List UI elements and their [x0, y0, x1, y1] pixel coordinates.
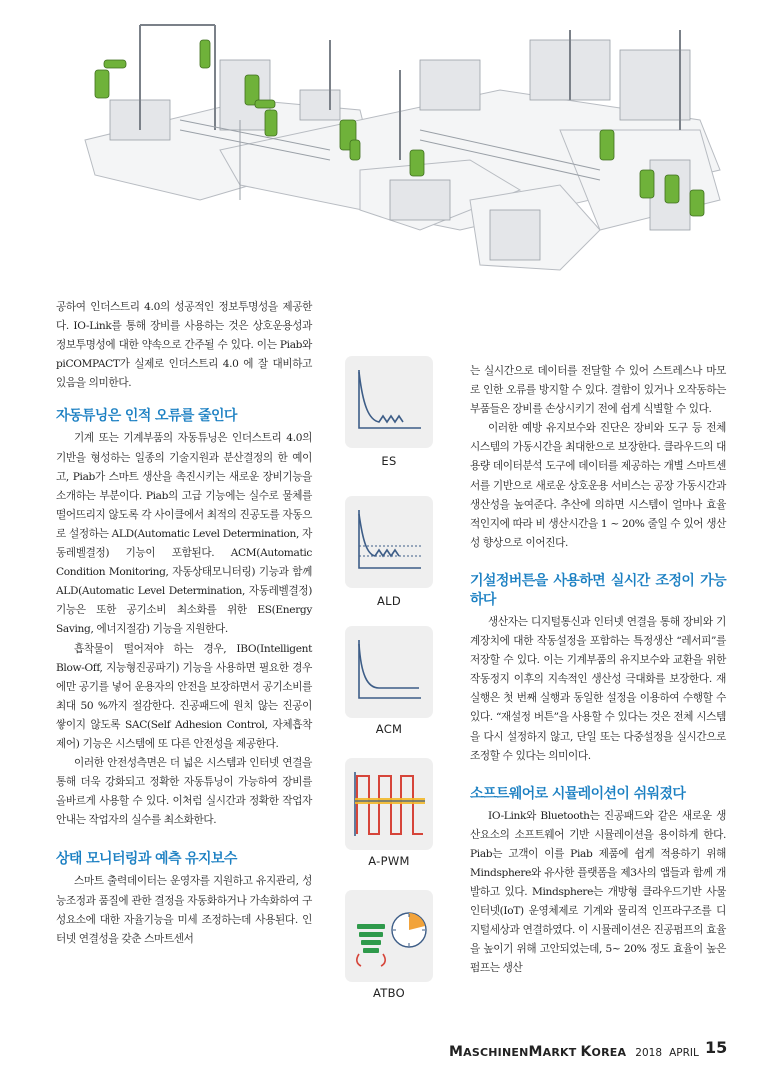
- ald-icon-card: [345, 496, 433, 588]
- recipe-paragraph: 생산자는 디지털통신과 인터넷 연결을 통해 장비와 기계장치에 대한 작동설정을 포함하는 특정생산 “레서피”를 저장할 수 있다. 이는 기계부품의 유지보수와 교환을 위한 작동정지 이후의 지속적인 생산성 극대화를 보장한다. 재실행은 첫 번째 실행과 동일한 설정을 이용하여 수행할 수 있다. “재설정 버튼”을 사용할 수 있다는 것은 전체 시스템을 다시 설정하지 않고, 단일 또는 다중설정을 실시간으로 조정할 수 있다는 의미이다.: [470, 615, 726, 762]
- atbo-icon-card: [345, 890, 433, 982]
- ald-label: ALD: [376, 594, 402, 608]
- auto-tuning-paragraph: 기계 또는 기계부품의 자동튜닝은 인더스트리 4.0의 기반을 형성하는 일종의 기술지원과 분산결정의 한 예이고, Piab가 스마트 생산을 촉진시키는 새로운 장비기능을 소개하는 부분이다. Piab의 고급 기능에는 실수로 물체를 떨어뜨리지 않도록 각 사이클에서 최적의 진공도를 자동으로 설정하는 ALD(Automatic Level Determination, 자동레벨결정) 기능이 포함된다. ACM(Automatic Condition Monitoring, 자동상태모니터링) 기능과 함께 ALD(Automatic Level Determination, 자동레벨결정) 기능은 또한 공기소비 최소화를 위한 ES(Energy Saving, 에너지절감) 기능을 지원한다.: [56, 432, 312, 636]
- page-number: 15: [705, 1038, 728, 1057]
- energy-saving-curve-icon: [345, 356, 433, 448]
- section-heading-condition-monitoring: 상태 모니터링과 예측 유지보수: [56, 851, 237, 868]
- es-icon-card: [345, 356, 433, 448]
- simulation-paragraph: IO-Link와 Bluetooth는 진공패드와 같은 새로운 생산요소의 소프트웨어 기반 시뮬레이션을 용이하게 한다. Piab는 고객이 이를 Piab 제품에 쉽게 적용하기 위해 Mindsphere와 유사한 플랫폼을 제3사의 앱들과 함께 개발하고 있다. Mindsphere는 개방형 클라우드기반 사물인터넷(IoT) 운영체제로 기계와 물리적 인프라구조를 디지털세상과 연결하였다. 이 시뮬레이션은 진공펌프의 효율을 높이기 위해 고안되었는데, 5~ 20% 정도 효율이 높은 펌프는 생산: [470, 809, 726, 975]
- left-text-column: [56, 298, 312, 949]
- section-heading-simulation: 소프트웨어로 시뮬레이션이 쉬워졌다: [470, 785, 686, 802]
- condition-monitoring-paragraph: 스마트 출력데이터는 운영자를 지원하고 유지관리, 성능조정과 품질에 관한 결정을 자동화하거나 가속화하여 구성요소에 대한 자율기능을 미세 조정하는데 사용된다. 인터넷 연결성을 갖춘 스마트센서: [56, 875, 312, 945]
- issue-year: 2018: [635, 1047, 663, 1059]
- intro-paragraph: 공하여 인더스트리 4.0의 성공적인 정보투명성을 제공한다. IO-Link를 통해 장비를 사용하는 것은 상호운용성과 정보투명성에 대한 약속으로 간주될 수 있다. 이는 Piab와 piCOMPACT가 실제로 인더스트리 4.0 에 잘 대비하고 있음을 의미한다.: [56, 301, 312, 390]
- safety-paragraph: 이러한 안전성측면은 더 넓은 시스템과 인터넷 연결을 통해 더욱 강화되고 정확한 자동튜닝이 가능하여 장비를 올바르게 사용할 수 있다. 이처럼 실시간과 정확한 작업자 안내는 작업자의 실수를 최소화한다.: [56, 757, 312, 827]
- ibo-paragraph: 흡착물이 떨어져야 하는 경우, IBO(Intelligent Blow-Off, 지능형진공파기) 기능을 사용하면 필요한 경우에만 공기를 넣어 운용자의 안전을 보장하면서 공기소비를 최대 50 %까지 절감한다. 진공패드에 원치 않는 진공이 쌓이지 않도록 SAC(Self Adhesion Control, 자체흡착제어) 기능은 시스템에 또 다른 안전성을 제공한다.: [56, 642, 312, 750]
- level-determination-curve-icon: [345, 496, 433, 588]
- realtime-data-paragraph: 는 실시간으로 데이터를 전달할 수 있어 스트레스나 마모로 인한 오류를 방지할 수 있다. 결함이 있거나 오작동하는 부품들은 장비를 손상시키기 전에 쉽게 식별할 수 있다.: [470, 365, 726, 416]
- section-heading-auto-tuning: 자동튜닝은 인적 오류를 줄인다: [56, 408, 237, 425]
- right-text-column: [470, 362, 726, 979]
- blow-off-timer-icon: [345, 890, 433, 982]
- a-pwm-icon-card: [345, 758, 433, 850]
- preventive-maintenance-paragraph: 이러한 예방 유지보수와 진단은 장비와 도구 등 전체시스템의 가동시간을 최대한으로 보장한다. 클라우드의 대용량 데이터분석 도구에 데이터를 제공하는 개별 스마트센서를 기반으로 새로운 상호운용 서비스는 공장 가동시간과 생산성을 높여준다. 추산에 의하면 시스템이 얼마나 효율적인지에 따라 비 생산시간을 1 ~ 20% 줄일 수 있어 생산성 향상으로 이어진다.: [470, 422, 726, 549]
- magazine-name: MASCHINENMARKT KOREA: [449, 1044, 627, 1060]
- pulse-width-modulation-icon: [345, 758, 433, 850]
- a-pwm-label: A-PWM: [368, 854, 410, 868]
- atbo-label: ATBO: [373, 986, 405, 1000]
- factory-automation-illustration: [0, 0, 764, 300]
- es-label: ES: [381, 454, 397, 468]
- magazine-footer: [449, 1041, 699, 1060]
- acm-icon-card: [345, 626, 433, 718]
- acm-label: ACM: [375, 722, 403, 736]
- section-heading-preset-buttons: 기설정버튼을 사용하면 실시간 조정이 가능하다: [470, 572, 726, 608]
- issue-month: APRIL: [669, 1047, 699, 1059]
- condition-monitoring-curve-icon: [345, 626, 433, 718]
